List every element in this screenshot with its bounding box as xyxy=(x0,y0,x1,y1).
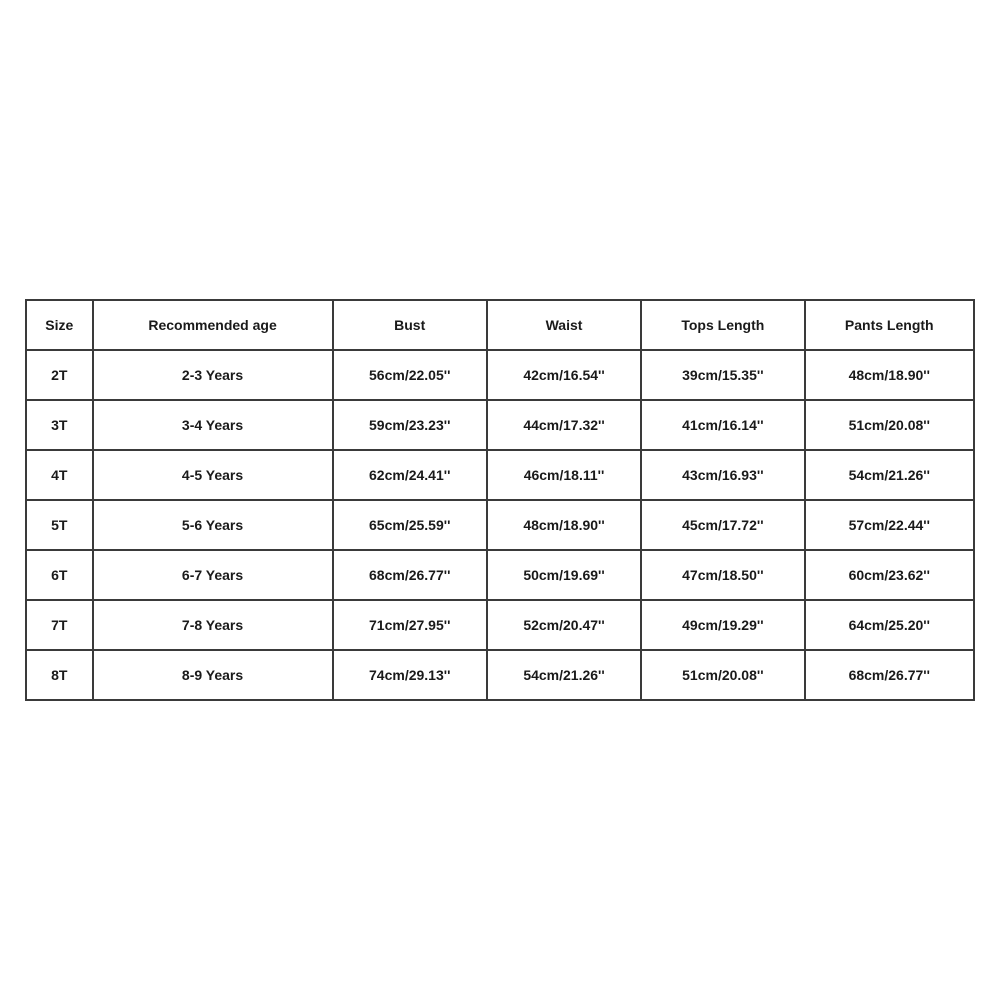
cell-waist: 54cm/21.26'' xyxy=(487,650,641,700)
cell-size: 6T xyxy=(26,550,93,600)
cell-tops-length: 45cm/17.72'' xyxy=(641,500,804,550)
table-row xyxy=(26,650,974,700)
cell-age: 3-4 Years xyxy=(93,400,333,450)
cell-waist: 46cm/18.11'' xyxy=(487,450,641,500)
cell-bust: 74cm/29.13'' xyxy=(333,650,487,700)
header-tops-length: Tops Length xyxy=(641,300,804,350)
cell-waist: 48cm/18.90'' xyxy=(487,500,641,550)
cell-tops-length: 39cm/15.35'' xyxy=(641,350,804,400)
header-row xyxy=(26,300,974,350)
cell-pants-length: 48cm/18.90'' xyxy=(805,350,974,400)
cell-tops-length: 43cm/16.93'' xyxy=(641,450,804,500)
cell-tops-length: 41cm/16.14'' xyxy=(641,400,804,450)
cell-pants-length: 68cm/26.77'' xyxy=(805,650,974,700)
table-row xyxy=(26,350,974,400)
cell-age: 8-9 Years xyxy=(93,650,333,700)
cell-pants-length: 60cm/23.62'' xyxy=(805,550,974,600)
table-row xyxy=(26,550,974,600)
cell-tops-length: 49cm/19.29'' xyxy=(641,600,804,650)
cell-bust: 59cm/23.23'' xyxy=(333,400,487,450)
cell-waist: 42cm/16.54'' xyxy=(487,350,641,400)
cell-age: 6-7 Years xyxy=(93,550,333,600)
cell-pants-length: 54cm/21.26'' xyxy=(805,450,974,500)
cell-size: 2T xyxy=(26,350,93,400)
header-waist: Waist xyxy=(487,300,641,350)
cell-size: 4T xyxy=(26,450,93,500)
cell-age: 2-3 Years xyxy=(93,350,333,400)
cell-size: 8T xyxy=(26,650,93,700)
cell-bust: 62cm/24.41'' xyxy=(333,450,487,500)
header-recommended-age: Recommended age xyxy=(93,300,333,350)
header-pants-length: Pants Length xyxy=(805,300,974,350)
cell-bust: 71cm/27.95'' xyxy=(333,600,487,650)
cell-waist: 44cm/17.32'' xyxy=(487,400,641,450)
cell-waist: 52cm/20.47'' xyxy=(487,600,641,650)
header-bust: Bust xyxy=(333,300,487,350)
header-size: Size xyxy=(26,300,93,350)
table-row xyxy=(26,400,974,450)
cell-tops-length: 51cm/20.08'' xyxy=(641,650,804,700)
table-row xyxy=(26,500,974,550)
cell-size: 5T xyxy=(26,500,93,550)
cell-waist: 50cm/19.69'' xyxy=(487,550,641,600)
table-row xyxy=(26,450,974,500)
cell-bust: 56cm/22.05'' xyxy=(333,350,487,400)
size-chart-table xyxy=(25,299,975,701)
cell-pants-length: 64cm/25.20'' xyxy=(805,600,974,650)
cell-tops-length: 47cm/18.50'' xyxy=(641,550,804,600)
cell-size: 3T xyxy=(26,400,93,450)
table-row xyxy=(26,600,974,650)
cell-age: 4-5 Years xyxy=(93,450,333,500)
cell-bust: 68cm/26.77'' xyxy=(333,550,487,600)
cell-size: 7T xyxy=(26,600,93,650)
cell-bust: 65cm/25.59'' xyxy=(333,500,487,550)
cell-pants-length: 57cm/22.44'' xyxy=(805,500,974,550)
cell-age: 5-6 Years xyxy=(93,500,333,550)
cell-age: 7-8 Years xyxy=(93,600,333,650)
cell-pants-length: 51cm/20.08'' xyxy=(805,400,974,450)
